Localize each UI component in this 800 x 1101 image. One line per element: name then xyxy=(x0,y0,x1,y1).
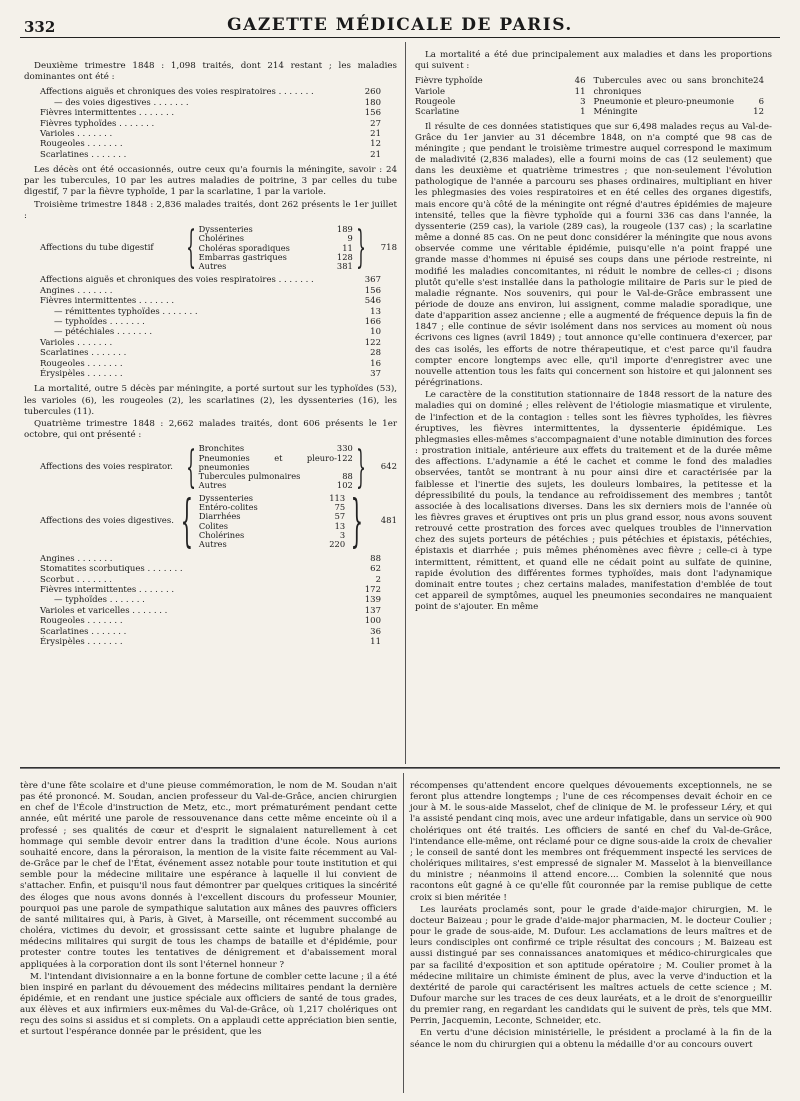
group-total: 718 xyxy=(380,242,397,253)
group-total: 642 xyxy=(380,461,397,472)
mortality-row xyxy=(415,76,594,86)
row-value: 1 xyxy=(580,107,586,118)
group-item xyxy=(199,454,353,473)
row-value: 3 xyxy=(580,96,586,107)
row-value: 28 xyxy=(370,348,381,359)
table-row xyxy=(24,139,397,149)
item-value: 13 xyxy=(334,520,346,531)
item-label: Cholérines xyxy=(198,530,245,541)
row-value: 12 xyxy=(370,139,381,150)
table-row xyxy=(24,87,397,97)
table-row xyxy=(24,606,397,616)
table-row xyxy=(24,616,397,626)
item-value: 88 xyxy=(342,471,353,482)
brace-icon: { xyxy=(185,222,196,274)
table-row xyxy=(24,275,397,285)
item-label: Bronchites xyxy=(198,443,245,454)
group-heading: Affections du tube digestif xyxy=(40,242,154,253)
right-paragraph-2: Le caractère de la constitution stationnaire de 1848 ressort de la nature des maladies qui on dominé ; elles relèvent de l'étiologie miasmatique et virulente, de l'infection et de la contagion : telles sont les fièvres typhoïdes, les fièvres éruptives, les fièvres intermittentes, la dyssenterie épidémique. Les phlegmasies elles-mêmes s'accompagnaient d'une notable diminution des forces : prostration initiale, antérieure aux effets du traitement et de la durée même des affections. L'adynamie a été le cachet et comme le fond des maladies observées, tantôt se montrant à nu pour ainsi dire et caractérisée par la faiblesse et l'inertie des sujets, les douleurs lombaires, la petitesse et la dépressibilité du pouls, la tendance au refroidissement des membres ; tantôt associée à des localisations diverses. Dans les six derniers mois de l'année où les fièvres graves et éruptives ont pris un plus grand essor, nous avons souvent retrouvé cette prostration des forces avec quelques troubles de l'innervation chez des sujets porteurs de pétéchies ; puis pétéchies et épistaxis, pétéchies, épistaxis et diarrhée ; puis mêmes phénomènes avec fièvre ; celle-ci à type intermittent, rémittent, et quand elle ne cédait point au sulfate de quinine, rapide évolution des différentes formes typhoïdes, mais dont l'adynamique dominait entre toutes ; chez certains malades, manifestation d'emblée de tout cet appareil de symptômes, auquel les pneumonies secondaires ne manquaient point de s'ajouter. En même xyxy=(415,390,772,613)
group-item xyxy=(199,540,345,549)
row-value: 100 xyxy=(364,616,381,627)
table-row xyxy=(24,98,397,108)
row-value: 180 xyxy=(364,97,381,108)
mortality-row xyxy=(415,107,594,117)
row-label: Érysipèles . . . . . . . xyxy=(40,369,123,380)
feuilleton-right xyxy=(410,780,772,1052)
brace-icon: { xyxy=(180,488,194,554)
item-label: Dyssenteries xyxy=(198,223,253,234)
row-value: 46 xyxy=(574,76,586,87)
mortality-row xyxy=(594,76,773,97)
row-value: 21 xyxy=(370,128,381,139)
feuilleton-paragraph-5: En vertu d'une décision ministérielle, le président a proclamé à la fin de la séance le nom du chirurgien qui a obtenu la médaille d'or au concours ouvert xyxy=(410,1028,772,1050)
item-value: 128 xyxy=(336,251,353,262)
table-row xyxy=(24,286,397,296)
row-label: Tubercules avec ou sans bronchite chroniques xyxy=(593,76,754,97)
q3-group xyxy=(40,222,397,274)
row-value: 13 xyxy=(370,306,381,317)
row-label: Affections aiguës et chroniques des voies respiratoires . . . . . . . xyxy=(40,87,314,98)
table-row xyxy=(24,108,397,118)
feuilleton-paragraph-4: Les lauréats proclamés sont, pour le grade d'aide-major chirurgien, M. le docteur Baizeau ; pour le grade d'aide-major pharmacien, M. le docteur Coulier ; pour le grade de sous-aide, M. Dufour. Les acclamations de leurs maîtres et de leurs condisciples ont confirmé ce triple résultat des concours ; M. Baizeau est aussi distingué par ses connaissances anatomiques et médico-chirurgicales que par sa facilité d'exposition et son aptitude opératoire ; M. Coulier promet à la médecine militaire un chimiste éminent de plus, avec la verve d'induction et la dextérité de parole qui caractérisent les maîtres actuels de cette science ; M. Dufour marche sur les traces de ces deux lauréats, et a le droit de s'enorgueillir du premier rang, en regardant les candidats qui le suivent de près, tels que MM. Perrin, Jacquemin, Leconte, Schneider, etc. xyxy=(410,904,772,1027)
group-heading: Affections des voies digestives. xyxy=(40,516,174,527)
publication-title: GAZETTE MÉDICALE DE PARIS. xyxy=(227,15,573,35)
item-value: 75 xyxy=(334,502,346,513)
item-value: 330 xyxy=(336,443,353,454)
row-label: Variole xyxy=(415,86,446,97)
q4-group-respiratory xyxy=(40,441,397,493)
q2-table xyxy=(24,87,397,160)
row-value: 12 xyxy=(753,107,764,118)
row-value: 62 xyxy=(370,564,381,575)
row-label: Rougeoles . . . . . . . xyxy=(40,358,123,369)
group-item xyxy=(199,262,353,271)
item-value: 57 xyxy=(334,511,346,522)
mortality-list-left xyxy=(415,76,594,117)
row-label: Fièvres typhoïdes . . . . . . . xyxy=(40,118,155,129)
row-value: 21 xyxy=(370,149,381,160)
table-row xyxy=(24,348,397,358)
row-label: Fièvres intermittentes . . . . . . . xyxy=(40,584,175,595)
row-value: 122 xyxy=(364,337,381,348)
row-value: 37 xyxy=(370,369,381,380)
item-label: Colites xyxy=(198,520,229,531)
item-label: Tubercules pulmonaires xyxy=(198,471,301,482)
row-label: Varioles . . . . . . . xyxy=(40,337,113,348)
row-label: Fièvres intermittentes . . . . . . . xyxy=(40,108,175,119)
mortality-row xyxy=(415,87,594,97)
feuilleton-paragraph-1: tère d'une fête scolaire et d'une pieuse commémoration, le nom de M. Soudan n'ait pas été prononcé. M. Soudan, ancien professeur du Val-de-Grâce, ancien chirurgien en chef de l'École d'instruction de Metz, etc., mort prématurément pendant cette année, eût mérité une parole de ressouvenance dans cette même enceinte où il a professé ; ses qualités de cœur et d'esprit le signalaient naturellement à cet hommage qui semble devoir entrer dans la tradition d'une école. Nous aurions souhaité encore, dans la péroraison, la mention de la visite faite récemment au Val-de-Grâce par le chef de l'État, événement assez notable pour toute institution et qui semble pour la médecine militaire une espérance à laquelle il lui convient de s'attacher. Enfin, et puisqu'il nous faut démontrer par quelques critiques la sincérité des éloges que nous avons donnés à l'excellent discours du professeur Mounier, pourquoi pas une parole de sympathique salutation aux mânes des pauvres officiers de santé militaires qui, à Paris, à Givet, à Marseille, ont récemment succombé au choléra, victimes du devoir, et grossissant cette sainte et lugubre phalange de médecins militaires qui surgit de tous les champs de bataille et d'épidémie, pour protester contre toutes les tentatives de dénigrement et d'abaissement moral appliquées à la corporation dont ils sont l'éternel honneur ? xyxy=(20,781,397,970)
group-item xyxy=(199,481,353,490)
row-label: Scarlatines . . . . . . . xyxy=(40,149,127,160)
row-value: 156 xyxy=(364,108,381,119)
row-value: 36 xyxy=(370,626,381,637)
row-label: Méningite xyxy=(593,107,638,118)
item-label: Entéro-colites xyxy=(198,502,258,513)
item-value: 381 xyxy=(336,261,353,272)
feuilleton-left xyxy=(20,780,397,1040)
row-value: 137 xyxy=(364,605,381,616)
row-value: 11 xyxy=(574,86,586,97)
group-list xyxy=(199,225,353,271)
row-value: 367 xyxy=(364,275,381,286)
row-label: Fièvre typhoïde xyxy=(415,76,483,87)
row-label: Fièvres intermittentes . . . . . . . xyxy=(40,296,175,307)
row-label: Scarlatines . . . . . . . xyxy=(40,626,127,637)
item-value: 122 xyxy=(336,452,353,463)
feuilleton-paragraph-2: M. l'intendant divisionnaire a en la bonne fortune de combler cette lacune ; il a été bien inspiré en parlant du dévouement des médecins militaires pendant la dernière épidémie, et en rendant une justice spéciale aux officiers de santé de tous grades, aux élèves et aux infirmiers eux-mêmes du Val-de-Grâce, où 1,217 cholériques ont reçu des soins si assidus et si complets. On a applaudi cette appréciation bien sentie, et surtout l'espérance donnée par le président, que les xyxy=(20,971,397,1038)
row-label: Scarlatine xyxy=(415,107,460,118)
row-value: 27 xyxy=(370,118,381,129)
row-label: Rougeoles . . . . . . . xyxy=(40,616,123,627)
table-row xyxy=(24,307,397,317)
group-total: 481 xyxy=(380,516,397,527)
mortality-list-right xyxy=(594,76,773,117)
column-rule-top xyxy=(405,42,406,764)
q4-intro: Quatrième trimestre 1848 : 2,662 malades traités, dont 606 présents le 1er octobre, qui ont présenté : xyxy=(24,418,397,441)
row-value: 6 xyxy=(758,96,764,107)
table-row xyxy=(24,595,397,605)
item-value: 102 xyxy=(336,480,353,491)
item-label: Dyssenteries xyxy=(198,492,254,503)
item-value: 113 xyxy=(329,492,346,503)
row-label: Angines . . . . . . . xyxy=(40,285,113,296)
table-row xyxy=(24,317,397,327)
item-label: Cholérines xyxy=(198,233,244,244)
table-row xyxy=(24,327,397,337)
row-value: 260 xyxy=(364,87,381,98)
feuilleton-paragraph-3: récompenses qu'attendent encore quelques dévouements exceptionnels, ne se feront plus attendre longtemps ; l'une de ces récompenses devait échoir en ce jour à M. le sous-aide Masselot, chef de clinique de M. le professeur Léry, et qui l'a assisté pendant cinq mois, avec une ardeur infatigable, dans un service où 900 cholériques ont été traités. Les officiers de santé en chef du Val-de-Grâce, l'intendance elle-même, ont réclamé pour ce digne sous-aide la croix de chevalier ; le conseil de santé dont les membres ont fréquemment inspecté les services de cholériques militaires, s'est empressé de signaler M. Masselot à la bienveillance du ministre ; néanmoins il attend encore.... Combien la solennité que nous racontons eût gagné à ce qu'elle fût couronnée par la remise publique de cette croix si bien méritée ! xyxy=(410,781,772,903)
item-label: Embarras gastriques xyxy=(198,251,287,262)
item-label: Autres xyxy=(198,539,227,550)
row-label: Érysipèles . . . . . . . xyxy=(40,637,123,647)
table-row xyxy=(24,119,397,129)
table-row xyxy=(24,575,397,585)
item-label: Pneumonies et pleuro-pneumonies xyxy=(198,452,337,472)
table-row xyxy=(24,585,397,595)
horizontal-rule xyxy=(20,767,780,769)
row-value: 156 xyxy=(364,285,381,296)
group-list xyxy=(199,444,353,490)
brace-icon: } xyxy=(355,441,366,493)
row-label: Stomatites scorbutiques . . . . . . . xyxy=(40,564,183,575)
table-row xyxy=(24,338,397,348)
table-row xyxy=(24,359,397,369)
right-paragraph-1: Il résulte de ces données statistiques que sur 6,498 malades reçus au Val-de-Grâce du 1er janvier au 31 décembre 1848, on n'a compté que 98 cas de méningite ; que pendant le troisième trimestre auquel correspond le maximum de maladivité (2,836 malades), elle a fourni moins de cas (12 seulement) que dans les deuxième et quatrième trimestres ; que non-seulement l'évolution pathologique de l'année a parcouru ses phases ordinaires, multipliant en hiver les phlegmasies des voies respiratoires et en été celles des organes digestifs, mais encore qu'à côté de la méningite ont régné d'autres épidémies de majeure intensité, telles que la fièvre typhoïde qui a fourni 336 cas dans l'année, la dyssenterie (259 cas), la variole (289 cas), la rougeole (137 cas) ; la scarlatine même a donné 85 cas. On ne peut donc considérer la méningite que nous avons observée comme une véritable épidémie, puisqu'elle n'a point frappé une grande masse d'hommes ni épuisé ses coups dans une période restreinte, ni modifié les maladies concomitantes, ni réduit le nombre de celles-ci ; disons plutôt qu'elle s'est installée dans la pathologie militaire de Paris sur le pied de maladie régnante. Nos souvenirs, qui pour le Val-de-Grâce embrassent une période de douze ans environ, lui assignent, comme maladie sporadique, une date d'apparition assez ancienne ; elle a augmenté de fréquence depuis la fin de 1847 ; elle continue de sévir isolément dans nos services au moment où nous écrivons ces lignes (avril 1849) ; tout annonce qu'elle continuera d'exercer, par des cas isolés, les efforts de notre thérapeutique, et c'est parce qu'il faudra compter encore longtemps avec elle, qu'il importe d'enregistrer avec une nouvelle attention tous les faits qui concernent son histoire et qui jalonnent ses pérégrinations. xyxy=(415,121,772,389)
table-row xyxy=(24,150,397,160)
row-label: — typhoïdes . . . . . . . xyxy=(54,317,145,328)
row-value: 139 xyxy=(364,595,381,606)
item-value: 3 xyxy=(339,530,346,541)
mortality-row xyxy=(415,97,594,107)
row-label: Angines . . . . . . . xyxy=(40,553,113,564)
item-label: Choléras sporadiques xyxy=(198,242,290,253)
table-row xyxy=(24,564,397,574)
row-label: — pétéchiales . . . . . . . xyxy=(54,327,153,338)
row-value: 24 xyxy=(753,76,764,87)
table-row xyxy=(24,296,397,306)
item-value: 220 xyxy=(329,539,346,550)
q2-intro: Deuxième trimestre 1848 : 1,098 traités, dont 214 restant ; les maladies dominantes ont été : xyxy=(24,61,397,83)
item-label: Diarrhées xyxy=(198,511,241,522)
page-number: 332 xyxy=(24,18,56,36)
row-label: Pneumonie et pleuro-pneumonie xyxy=(593,96,734,107)
q4-table xyxy=(24,554,397,648)
table-row xyxy=(24,637,397,647)
row-label: Scorbut . . . . . . . xyxy=(40,574,112,585)
q3-table xyxy=(24,275,397,379)
q3-mortality: La mortalité, outre 5 décès par méningite, a porté surtout sur les typhoïdes (53), les varioles (6), les rougeoles (2), les scarlatines (2), les dyssenteries (16), les tubercules (11). xyxy=(24,384,397,417)
row-label: Rougeole xyxy=(415,96,456,107)
row-label: — rémittentes typhoïdes . . . . . . . xyxy=(54,306,198,317)
row-label: — typhoïdes . . . . . . . xyxy=(54,595,145,606)
row-label: Scarlatines . . . . . . . xyxy=(40,348,127,359)
item-value: 9 xyxy=(347,233,353,244)
row-value: 166 xyxy=(364,317,381,328)
table-row xyxy=(24,554,397,564)
right-column xyxy=(415,49,772,614)
column-rule-bottom xyxy=(403,773,404,1093)
mortality-table xyxy=(415,76,772,117)
q2-deaths: Les décès ont été occasionnés, outre ceux qu'a fournis la méningite, savoir : 24 par les tubercules, 10 par les autres maladies de poitrine, 3 par celles du tube digestif, 7 par la fièvre typhoïde, 1 par la scarlatine, 1 par la variole. xyxy=(24,165,397,198)
row-value: 16 xyxy=(370,358,381,369)
q4-group-digestive xyxy=(40,488,397,554)
table-row xyxy=(24,129,397,139)
mortality-intro: La mortalité a été due principalement aux maladies et dans les proportions qui suivent : xyxy=(415,50,772,72)
row-label: Varioles et varicelles . . . . . . . xyxy=(40,605,168,616)
left-column xyxy=(24,60,397,652)
mortality-row xyxy=(594,97,773,107)
row-label: — des voies digestives . . . . . . . xyxy=(54,97,189,108)
item-value: 11 xyxy=(342,242,353,253)
table-row xyxy=(24,627,397,637)
brace-icon: { xyxy=(185,441,196,493)
item-label: Autres xyxy=(198,480,227,491)
group-heading: Affections des voies respirator. xyxy=(40,461,173,472)
item-value: 189 xyxy=(336,223,353,234)
row-value: 546 xyxy=(364,296,381,307)
row-label: Varioles . . . . . . . xyxy=(40,128,113,139)
row-value: 11 xyxy=(370,637,381,647)
row-label: Rougeoles . . . . . . . xyxy=(40,139,123,150)
row-value: 172 xyxy=(364,584,381,595)
item-label: Autres xyxy=(198,261,227,272)
page-header xyxy=(20,12,780,38)
brace-icon: } xyxy=(350,488,364,554)
brace-icon: } xyxy=(355,222,366,274)
table-row xyxy=(24,369,397,379)
row-value: 2 xyxy=(375,574,381,585)
mortality-row xyxy=(594,107,773,117)
group-list xyxy=(199,494,345,550)
row-label: Affections aiguës et chroniques des voies respiratoires . . . . . . . xyxy=(40,275,314,286)
row-value: 10 xyxy=(370,327,381,338)
q3-intro: Troisième trimestre 1848 : 2,836 malades traités, dont 262 présents le 1er juillet : xyxy=(24,199,397,221)
row-value: 88 xyxy=(370,553,381,564)
